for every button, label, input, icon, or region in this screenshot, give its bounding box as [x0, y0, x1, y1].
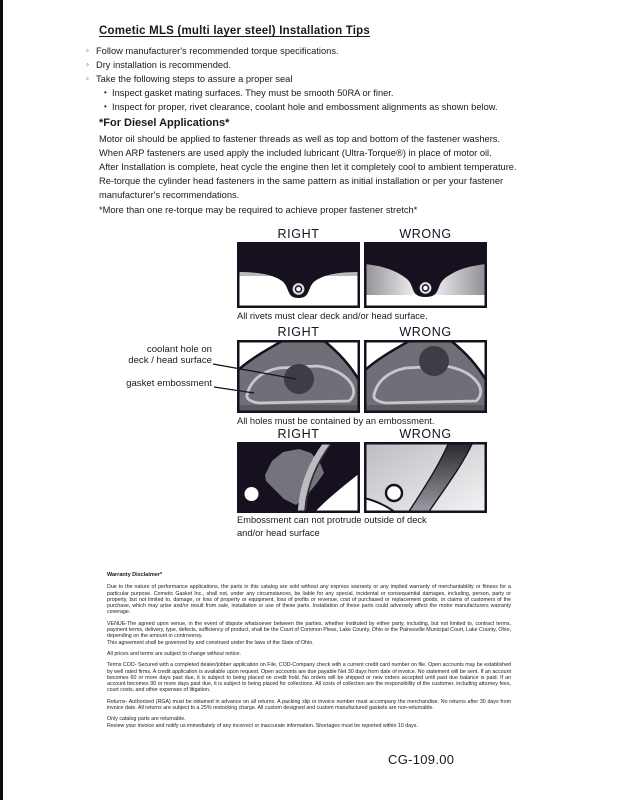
terms-paragraph: Terms COD- Secured with a completed dealer/jobber application on File, COD-Company check with a current credit card number on file. Open accounts may be established by well rated firms. A credit application is available upon request. Open accounts are due payable Net 30 days from date of invoice. No statement will be sent. If an account becomes 60 or more days past due, it is subject to being placed on credit hold. No orders will be shipped or new orders accepted until past due balance is paid. If an account becomes 90 or more days past due, it is subject to being placed for collections. All costs of collection are the responsibility of the customer, including attorney fees, court costs, and other expenses of litigation. [107, 662, 511, 694]
retorque-note: *More than one re-torque may be required to achieve proper fastener stretch* [99, 205, 418, 215]
coolant-hole-misaligned [419, 346, 449, 376]
catalog-text: Only catalog parts are returnable. [107, 716, 186, 723]
embossment-caption: Embossment can not protrude outside of deck and/or head surface [237, 515, 427, 538]
embossment-wrong-diagram [364, 442, 487, 513]
list-item-text: Follow manufacturer's recommended torque specifications. [96, 46, 339, 56]
sub-list-item [104, 86, 498, 100]
dot-bullet-icon: • [104, 88, 107, 97]
diesel-paragraph-2: After Installation is complete, heat cycle the engine then let it completely cool to ambient temperature. Re-torque the cylinder head fasteners in the same pattern as initial installation or per your fastener manufacturer's recommendations. [99, 162, 517, 200]
callout-line: coolant hole on [146, 344, 212, 355]
callout-line: deck / head surface [128, 355, 212, 366]
page-title: Cometic MLS (multi layer steel) Installation Tips [99, 25, 370, 37]
circle-bullet-icon: ◦ [86, 74, 89, 83]
wrong-label: WRONG [399, 227, 452, 241]
coolant-hole [284, 364, 314, 394]
rivet-wrong-diagram [364, 242, 487, 308]
rivet-right-diagram [237, 242, 360, 308]
page-left-edge-line [0, 0, 3, 800]
embossment-right-diagram [237, 442, 360, 513]
installation-tips-list [86, 44, 498, 114]
holes-wrong-diagram [364, 340, 487, 413]
rivet-center [423, 285, 429, 291]
returns-paragraph: Returns- Authorized (RGA) must be obtained in advance on all returns. A packing slip or invoice number must accompany the merchandise. No returns after 30 days from invoice date. All returns are subject to a 25% restocking charge. All custom designed and custom manufactured gaskets are non-returnable. [107, 698, 511, 712]
coolant-hole-callout [94, 344, 212, 366]
list-item [86, 72, 498, 86]
list-item-text: Take the following steps to assure a proper seal [96, 74, 293, 84]
page-number: CG-109.00 [388, 752, 455, 767]
rivet-caption: All rivets must clear deck and/or head surface. [237, 311, 428, 321]
warranty-heading: Warranty Disclaimer* [107, 572, 163, 578]
holes-right-diagram [237, 340, 360, 413]
venue-law-text: This agreement shall be governed by and construed under the laws of the State of Ohio. [107, 639, 314, 646]
bolt-hole [245, 487, 259, 501]
holes-caption: All holes must be contained by an embossment. [237, 416, 435, 426]
sub-list-item [104, 100, 498, 114]
gasket-embossment-callout: gasket embossment [126, 378, 212, 389]
venue-paragraph [107, 621, 511, 646]
wrong-label: WRONG [399, 325, 452, 339]
circle-bullet-icon: ◦ [86, 46, 89, 55]
list-item [86, 44, 498, 58]
prices-paragraph: All prices and terms are subject to change without notice. [107, 650, 241, 657]
diesel-applications-heading: *For Diesel Applications* [99, 117, 230, 129]
dot-bullet-icon: • [104, 102, 107, 111]
warranty-paragraph: Due to the nature of performance applications, the parts in this catalog are sold without any express warranty or any implied warranty of merchantability or fitness for a particular purpose. Cometic Gasket Inc., shall not, under any circumstances, be liable for any special, incidental or consequential damages, including, person, party or property, but not limited to, damage, or loss of property or equipment, loss of profits or revenue, cost of purchased or replacement goods, or claims of customers of the purchase, which may arise and/or result from sale, installation or use of these parts. Installation of these parts could adversely affect the motor manufacturers warranty coverage. [107, 584, 511, 616]
right-label: RIGHT [277, 427, 320, 441]
circle-bullet-icon: ◦ [86, 60, 89, 69]
sub-list-item-text: Inspect for proper, rivet clearance, coolant hole and embossment alignments as shown below. [112, 102, 498, 112]
bolt-hole [386, 485, 402, 501]
review-text: Review your invoice and notify us immediately of any incorrect or inaccurate information. Shortages must be reported within 10 days. [107, 722, 418, 729]
wrong-label: WRONG [399, 427, 452, 441]
diesel-paragraph-1: Motor oil should be applied to fastener threads as well as top and bottom of the fastener washers. When ARP fasteners are used apply the included lubricant (Ultra-Torque®) in place of motor oil. [99, 134, 501, 158]
warranty-disclaimer-section [107, 572, 511, 734]
list-item-text: Dry installation is recommended. [96, 60, 231, 70]
venue-text: VENUE-The agreed upon venue, in the event of dispute whatsoever between the parties, whether instituted by either party, including, but not limited to, contract terms, payment terms, delivery, type, defects, sufficiency of product, shall be the Court of Common Pleas, Lake County, Ohio or the Painesville Municipal Court, Lake County, Ohio, depending on the amount in controversy. [107, 620, 511, 640]
right-label: RIGHT [277, 325, 320, 339]
catalog-paragraph [107, 716, 511, 729]
right-label: RIGHT [277, 227, 320, 241]
sub-list-item-text: Inspect gasket mating surfaces. They must be smooth 50RA or finer. [112, 88, 394, 98]
rivet-center [296, 286, 302, 292]
list-item [86, 58, 498, 72]
sub-list [104, 86, 498, 114]
